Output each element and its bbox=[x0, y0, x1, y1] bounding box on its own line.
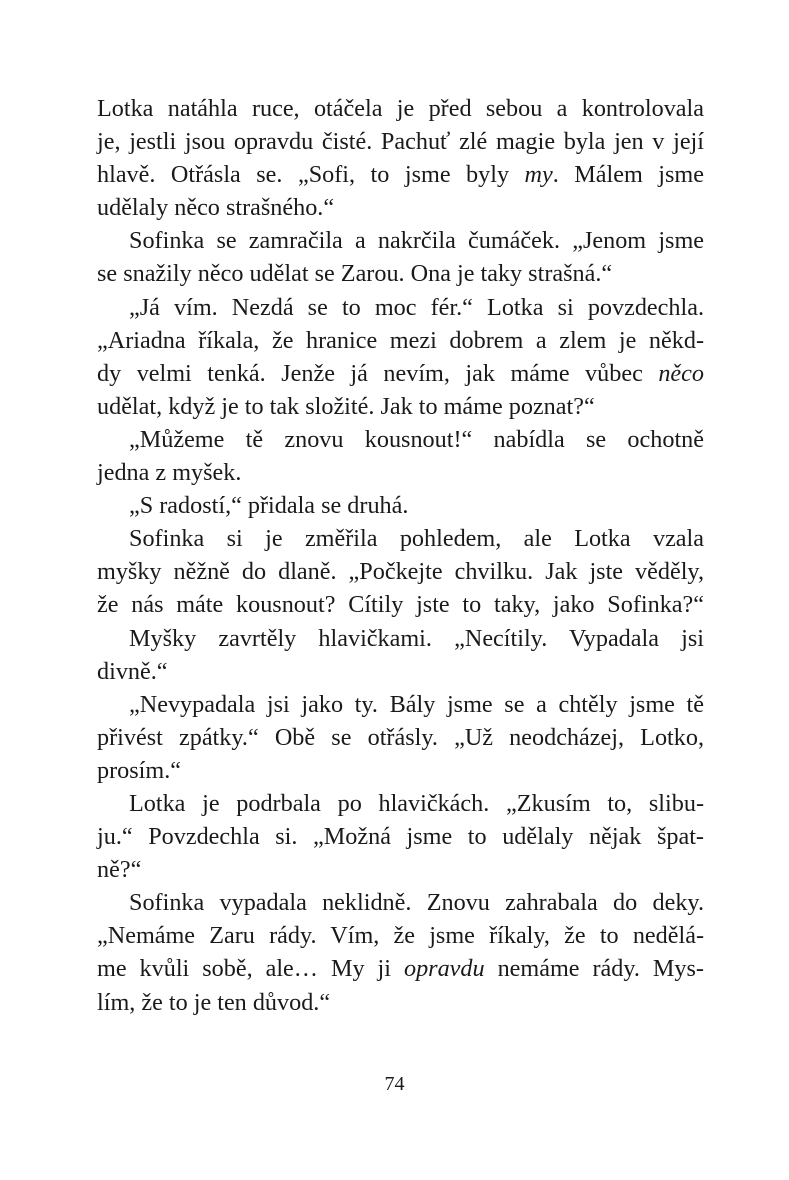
text-line bbox=[97, 820, 704, 853]
text-segment: Lotka natáhla ruce, otáčela je před sebou a kontrolovala bbox=[97, 95, 704, 122]
text-segment: že nás máte kousnout? Cítily jste to taky, jako Sofinka?“ bbox=[97, 591, 704, 619]
text-segment: Lotka je podrbala po hlavičkách. „Zkusím to, slibu- bbox=[129, 789, 704, 817]
text-segment: me kvůli sobě, ale… My ji bbox=[97, 955, 404, 983]
text-segment: udělaly něco strašného.“ bbox=[97, 194, 335, 222]
text-line bbox=[97, 622, 704, 655]
text-segment: divně.“ bbox=[97, 657, 168, 685]
text-segment: přivést zpátky.“ Obě se otřásly. „Už neodcházej, Lotko, bbox=[97, 723, 704, 751]
text-segment: prosím.“ bbox=[97, 756, 181, 784]
text-segment: ju.“ Povzdechla si. „Možná jsme to udělaly nějak špat- bbox=[97, 823, 704, 851]
italic-text: něco bbox=[658, 359, 704, 387]
text-line bbox=[97, 787, 704, 820]
text-segment: „S radostí,“ přidala se druhá. bbox=[129, 492, 409, 520]
text-line bbox=[97, 522, 704, 555]
text-segment: hlavě. Otřásla se. „Sofi, to jsme byly bbox=[97, 161, 525, 189]
text-line bbox=[97, 125, 704, 158]
text-segment: ně?“ bbox=[97, 856, 142, 884]
text-segment: Sofinka se zamračila a nakrčila čumáček. „Jenom jsme bbox=[129, 227, 704, 255]
text-line bbox=[97, 655, 704, 688]
text-segment: je, jestli jsou opravdu čisté. Pachuť zlé magie byla jen v její bbox=[97, 128, 704, 156]
text-line bbox=[97, 919, 704, 952]
text-segment: dy velmi tenká. Jenže já nevím, jak máme vůbec bbox=[97, 359, 659, 387]
page-number: 74 bbox=[384, 1073, 405, 1095]
text-line bbox=[97, 588, 704, 621]
text-line bbox=[97, 721, 704, 754]
text-line bbox=[97, 886, 704, 919]
text-segment: Sofinka vypadala neklidně. Znovu zahrabala do deky. bbox=[129, 889, 704, 917]
text-line bbox=[97, 324, 704, 357]
text-line bbox=[97, 986, 704, 1019]
body-text bbox=[97, 92, 704, 1019]
text-line bbox=[97, 390, 704, 423]
text-line bbox=[97, 158, 704, 191]
text-segment: „Nevypadala jsi jako ty. Bály jsme se a chtěly jsme tě bbox=[129, 690, 704, 718]
text-segment: myšky něžně do dlaně. „Počkejte chvilku. Jak jste věděly, bbox=[97, 558, 704, 586]
text-line bbox=[97, 853, 704, 886]
text-line bbox=[97, 423, 704, 456]
text-line bbox=[97, 754, 704, 787]
text-segment: Myšky zavrtěly hlavičkami. „Necítily. Vypadala jsi bbox=[129, 624, 704, 652]
text-segment: lím, že to je ten důvod.“ bbox=[97, 988, 331, 1016]
italic-text: opravdu bbox=[403, 955, 485, 983]
text-segment: nemáme rády. Mys- bbox=[484, 955, 704, 983]
text-segment: „Nemáme Zaru rády. Vím, že jsme říkaly, že to nedělá- bbox=[97, 922, 704, 950]
text-line bbox=[97, 191, 704, 224]
text-line bbox=[97, 456, 704, 489]
text-line bbox=[97, 555, 704, 588]
text-line bbox=[97, 357, 704, 390]
text-segment: udělat, když je to tak složité. Jak to máme poznat?“ bbox=[97, 392, 595, 420]
text-segment: jedna z myšek. bbox=[97, 459, 242, 487]
text-segment: Sofinka si je změřila pohledem, ale Lotka vzala bbox=[129, 525, 704, 553]
text-line bbox=[97, 92, 704, 125]
text-line bbox=[97, 489, 704, 522]
text-segment: . Málem jsme bbox=[552, 161, 704, 189]
text-line bbox=[97, 224, 704, 257]
text-segment: „Já vím. Nezdá se to moc fér.“ Lotka si povzdechla. bbox=[129, 293, 704, 321]
text-segment: se snažily něco udělat se Zarou. Ona je taky strašná.“ bbox=[97, 260, 613, 288]
text-line bbox=[97, 952, 704, 985]
text-segment: „Můžeme tě znovu kousnout!“ nabídla se ochotně bbox=[129, 425, 704, 453]
text-line bbox=[97, 291, 704, 324]
text-line bbox=[97, 257, 704, 290]
text-segment: „Ariadna říkala, že hranice mezi dobrem a zlem je někd- bbox=[97, 326, 704, 354]
italic-text: my bbox=[524, 161, 553, 189]
text-line bbox=[97, 688, 704, 721]
